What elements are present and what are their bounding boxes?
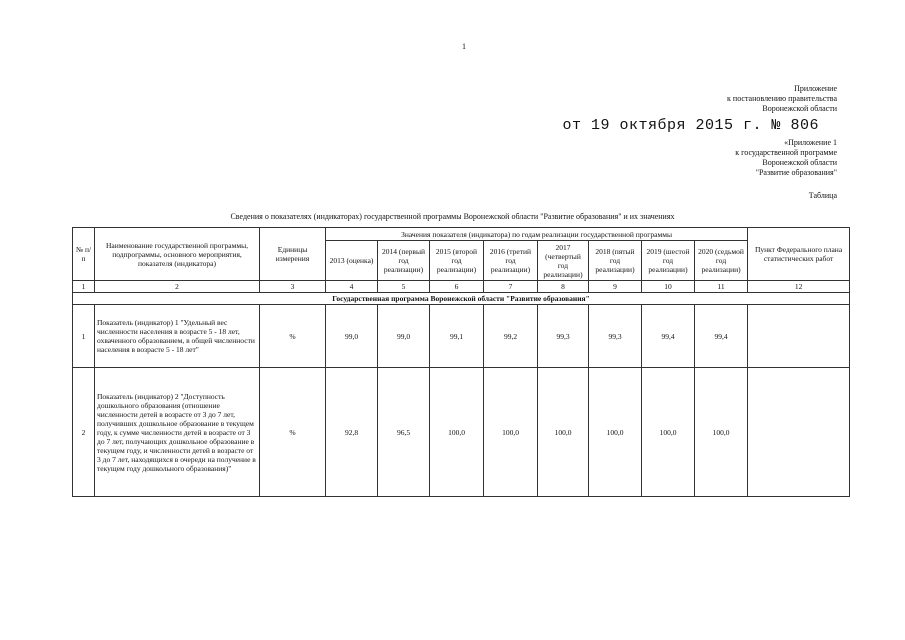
column-number: 11 (695, 281, 748, 293)
row-value: 99,3 (589, 305, 642, 368)
header-year: 2014 (первый год реализации) (378, 241, 430, 281)
header-year: 2020 (седьмой год реализации) (695, 241, 748, 281)
column-number: 9 (589, 281, 642, 293)
row-value: 100,0 (538, 368, 589, 497)
row-value: 99,0 (378, 305, 430, 368)
row-value: 96,5 (378, 368, 430, 497)
row-value: 100,0 (484, 368, 538, 497)
row-num: 1 (73, 305, 95, 368)
header-name: Наименование государственной программы, подпрограммы, основного мероприятия, показателя (индикатора) (95, 228, 260, 281)
row-unit: % (260, 305, 326, 368)
row-value: 100,0 (642, 368, 695, 497)
header-values-group: Значения показателя (индикатора) по годам реализации государственной программы (326, 228, 748, 241)
table-caption: Сведения о показателях (индикаторах) государственной программы Воронежской области "Развитие образования" и их значениях (230, 212, 675, 221)
row-value: 99,2 (484, 305, 538, 368)
header-year: 2019 (шестой год реализации) (642, 241, 695, 281)
column-number: 10 (642, 281, 695, 293)
header-year: 2016 (третий год реализации) (484, 241, 538, 281)
row-value: 99,4 (642, 305, 695, 368)
decree-date-number: от 19 октября 2015 г. № 806 (562, 117, 819, 134)
header-line: Приложение (794, 84, 837, 93)
row-value: 92,8 (326, 368, 378, 497)
header-unit: Единицы измерения (260, 228, 326, 281)
row-num: 2 (73, 368, 95, 497)
column-number: 7 (484, 281, 538, 293)
appendix-header (735, 138, 837, 178)
header-plan: Пункт Федерального плана статистических работ (748, 228, 850, 281)
header-year: 2018 (пятый год реализации) (589, 241, 642, 281)
row-value: 99,4 (695, 305, 748, 368)
header-num: № п/п (73, 228, 95, 281)
column-number: 4 (326, 281, 378, 293)
row-value: 99,1 (430, 305, 484, 368)
column-number: 1 (73, 281, 95, 293)
row-name: Показатель (индикатор) 2 "Доступность дошкольного образования (отношение численности детей в возрасте от 3 до 7 лет, получивших дошкольное образование в текущем году, к сумме численности детей в возрасте от 3 до 7 лет, получающих дошкольное образование в текущем году, и численности детей в возрасте от 3 до 7 лет, находящихся в очереди на получение в текущем году дошкольного образования)" (95, 368, 260, 497)
row-unit: % (260, 368, 326, 497)
column-number: 5 (378, 281, 430, 293)
resolution-header (727, 84, 837, 114)
table-label: Таблица (808, 191, 837, 200)
column-number: 12 (748, 281, 850, 293)
header-line: Воронежской области (762, 104, 837, 113)
header-year: 2013 (оценка) (326, 241, 378, 281)
row-plan (748, 368, 850, 497)
table-row (73, 305, 850, 368)
page-number: 1 (462, 42, 466, 51)
indicators-table (72, 227, 850, 497)
row-name: Показатель (индикатор) 1 "Удельный вес численности населения в возрасте 5 - 18 лет, охваченного образованием, в общей численности населения в возрасте 5 - 18 лет" (95, 305, 260, 368)
header-year: 2015 (второй год реализации) (430, 241, 484, 281)
program-title-row: Государственная программа Воронежской области "Развитие образования" (73, 293, 850, 305)
table-row (73, 368, 850, 497)
column-number: 8 (538, 281, 589, 293)
column-number: 2 (95, 281, 260, 293)
column-number: 3 (260, 281, 326, 293)
appendix-line: «Приложение 1 (784, 138, 837, 147)
appendix-line: "Развитие образования" (755, 168, 837, 177)
row-plan (748, 305, 850, 368)
row-value: 100,0 (589, 368, 642, 497)
appendix-line: Воронежской области (762, 158, 837, 167)
appendix-line: к государственной программе (735, 148, 837, 157)
header-line: к постановлению правительства (727, 94, 837, 103)
row-value: 99,3 (538, 305, 589, 368)
column-number: 6 (430, 281, 484, 293)
row-value: 100,0 (695, 368, 748, 497)
row-value: 99,0 (326, 305, 378, 368)
header-year: 2017 (четвертый год реализации) (538, 241, 589, 281)
row-value: 100,0 (430, 368, 484, 497)
